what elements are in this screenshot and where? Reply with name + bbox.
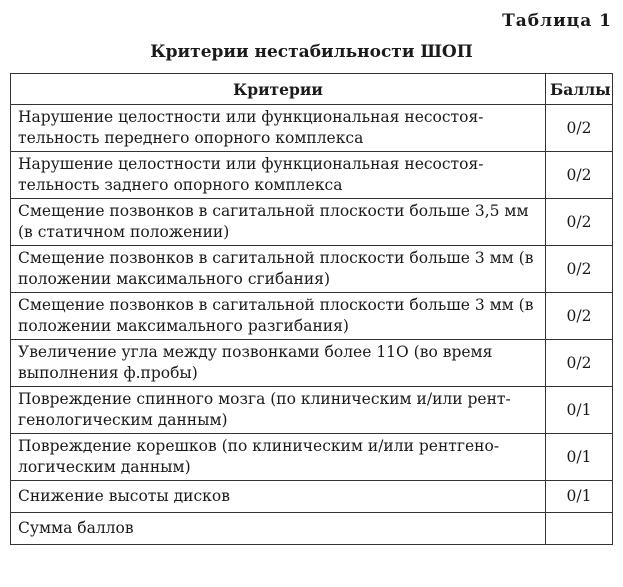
table-row	[11, 387, 613, 434]
criterion-cell: Нарушение целостности или функциональная несостоя-тельность переднего опорного комплекса	[11, 105, 546, 152]
table-row	[11, 152, 613, 199]
table-title: Критерии нестабильности ШОП	[150, 42, 473, 62]
table-row	[11, 105, 613, 152]
total-score-cell	[546, 513, 613, 545]
score-cell: 0/2	[546, 105, 613, 152]
total-row	[11, 513, 613, 545]
header-points: Баллы	[546, 74, 613, 105]
criterion-cell: Нарушение целостности или функциональная несостоя-тельность заднего опорного комплекса	[11, 152, 546, 199]
score-cell: 0/2	[546, 199, 613, 246]
table-row	[11, 481, 613, 513]
score-cell: 0/2	[546, 246, 613, 293]
criterion-cell: Повреждение спинного мозга (по клиническим и/или рент-генологическим данным)	[11, 387, 546, 434]
score-cell: 0/2	[546, 340, 613, 387]
score-cell: 0/2	[546, 152, 613, 199]
score-cell: 0/1	[546, 434, 613, 481]
table-row	[11, 434, 613, 481]
table-number: Таблица 1	[502, 11, 612, 31]
criterion-cell: Смещение позвонков в сагитальной плоскости больше 3,5 мм (в статичном положении)	[11, 199, 546, 246]
table-row	[11, 199, 613, 246]
table-row	[11, 246, 613, 293]
table-header-row	[11, 74, 613, 105]
score-cell: 0/2	[546, 293, 613, 340]
criteria-table	[10, 73, 613, 545]
total-label-cell: Сумма баллов	[11, 513, 546, 545]
criterion-cell: Смещение позвонков в сагитальной плоскости больше 3 мм (в положении максимального сгибания)	[11, 246, 546, 293]
criterion-cell: Смещение позвонков в сагитальной плоскости больше 3 мм (в положении максимального разгибания)	[11, 293, 546, 340]
table-row	[11, 293, 613, 340]
score-cell: 0/1	[546, 387, 613, 434]
criterion-cell: Повреждение корешков (по клиническим и/или рентгено-логическим данным)	[11, 434, 546, 481]
criterion-cell: Снижение высоты дисков	[11, 481, 546, 513]
score-cell: 0/1	[546, 481, 613, 513]
header-criteria: Критерии	[11, 74, 546, 105]
table-row	[11, 340, 613, 387]
criterion-cell: Увеличение угла между позвонками более 11О (во время выполнения ф.пробы)	[11, 340, 546, 387]
